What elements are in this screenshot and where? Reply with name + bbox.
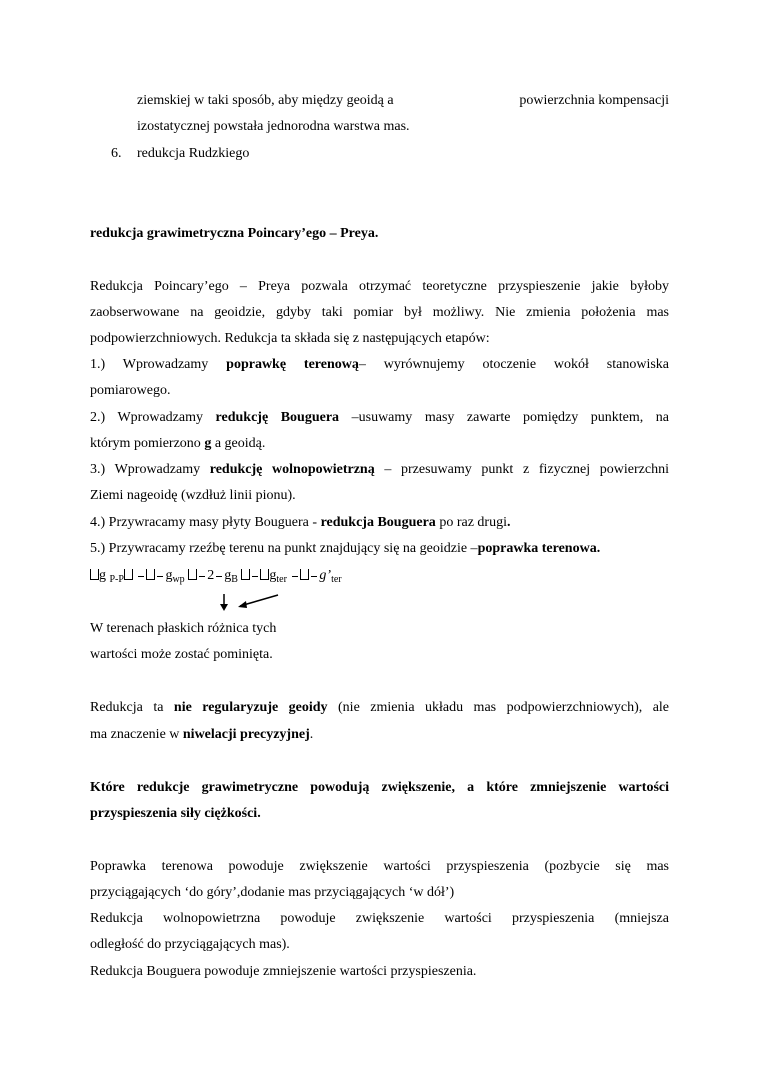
section2-heading-1: Które redukcje grawimetryczne powodują zwiększenie, a które zmniejszenie wartości [90,780,669,795]
list-line-1-left: ziemskiej w taki sposób, aby między geoidą a [137,93,394,108]
step-3-cont: Ziemi nageoidę (wzdłuż linii pionu). [90,488,296,503]
step-4: 4.) Przywracamy masy płyty Bouguera - redukcja Bouguera po raz drugi. [90,515,511,530]
list-line-2: izostatycznej powstała jednorodna warstwa mas. [137,119,410,134]
section2-p3-line1: Redukcja Bouguera powoduje zmniejszenie wartości przyspieszenia. [90,964,477,979]
missing-glyph-icon [146,569,155,580]
list-item-6 [111,145,250,163]
section2-heading-2: przyspieszenia siły ciężkości. [90,806,261,821]
intro-line-3: podpowierzchniowych. Redukcja ta składa się z następujących etapów: [90,331,490,346]
section2-p1-line1: Poprawka terenowa powoduje zwiększenie wartości przyspieszenia (pozbycie się mas [90,859,669,874]
section2-p1-line2: przyciągających ‘do góry’,dodanie mas przyciągających ‘w dół’) [90,885,455,900]
step-3: 3.) Wprowadzamy redukcję wolnopowietrzną – przesuwamy punkt z fizycznej powierzchni [90,462,669,477]
arrows-icon [210,590,290,614]
missing-glyph-icon [124,569,133,580]
para-regularize: Redukcja ta nie regularyzuje geoidy (nie zmienia układu mas podpowierzchniowych), ale [90,700,670,715]
intro-line-1: Redukcja Poincary’ego – Preya pozwala otrzymać teoretyczne przyspieszenie jakie byłoby [90,279,669,294]
missing-glyph-icon [90,569,99,580]
section2-p2-line2: odległość do przyciągających mas). [90,937,290,952]
note-line-1: W terenach płaskich różnica tych [90,621,277,636]
missing-glyph-icon [188,569,197,580]
missing-glyph-icon [260,569,269,580]
step-5: 5.) Przywracamy rzeźbę terenu na punkt znajdujący się na geoidzie –poprawka terenowa. [90,541,601,556]
para-regularize-cont: ma znaczenie w niwelacji precyzyjnej. [90,727,314,742]
list-item-6-text: redukcja Rudzkiego [137,146,250,161]
step-1-cont: pomiarowego. [90,383,171,398]
section2-p2-line1: Redukcja wolnopowietrzna powoduje zwiększenie wartości przyspieszenia (mniejsza [90,911,669,926]
step-2: 2.) Wprowadzamy redukcję Bouguera –usuwamy masy zawarte pomiędzy punktem, na [90,410,670,425]
formula: g $_{P-P}$ $g_{wp}$ 2 $g_B$ $g_{ter}$ $g’_{ter}$ [90,567,342,589]
intro-line-2: zaobserwowane na geoidzie, gdyby taki pomiar był możliwy. Nie zmienia położenia mas [90,305,669,320]
step-2-cont: którym pomierzono g a geoidą. [90,436,266,451]
missing-glyph-icon [241,569,250,580]
list-line-1 [137,92,669,110]
missing-glyph-icon [300,569,309,580]
step-1: 1.) Wprowadzamy poprawkę terenową– wyrównujemy otoczenie wokół stanowiska [90,357,670,372]
list-line-1-right: powierzchnia kompensacji [519,93,669,108]
note-line-2: wartości może zostać pominięta. [90,647,273,662]
section1-heading: redukcja grawimetryczna Poincary’ego – Preya. [90,226,379,241]
list-item-6-number: 6. [111,146,122,161]
